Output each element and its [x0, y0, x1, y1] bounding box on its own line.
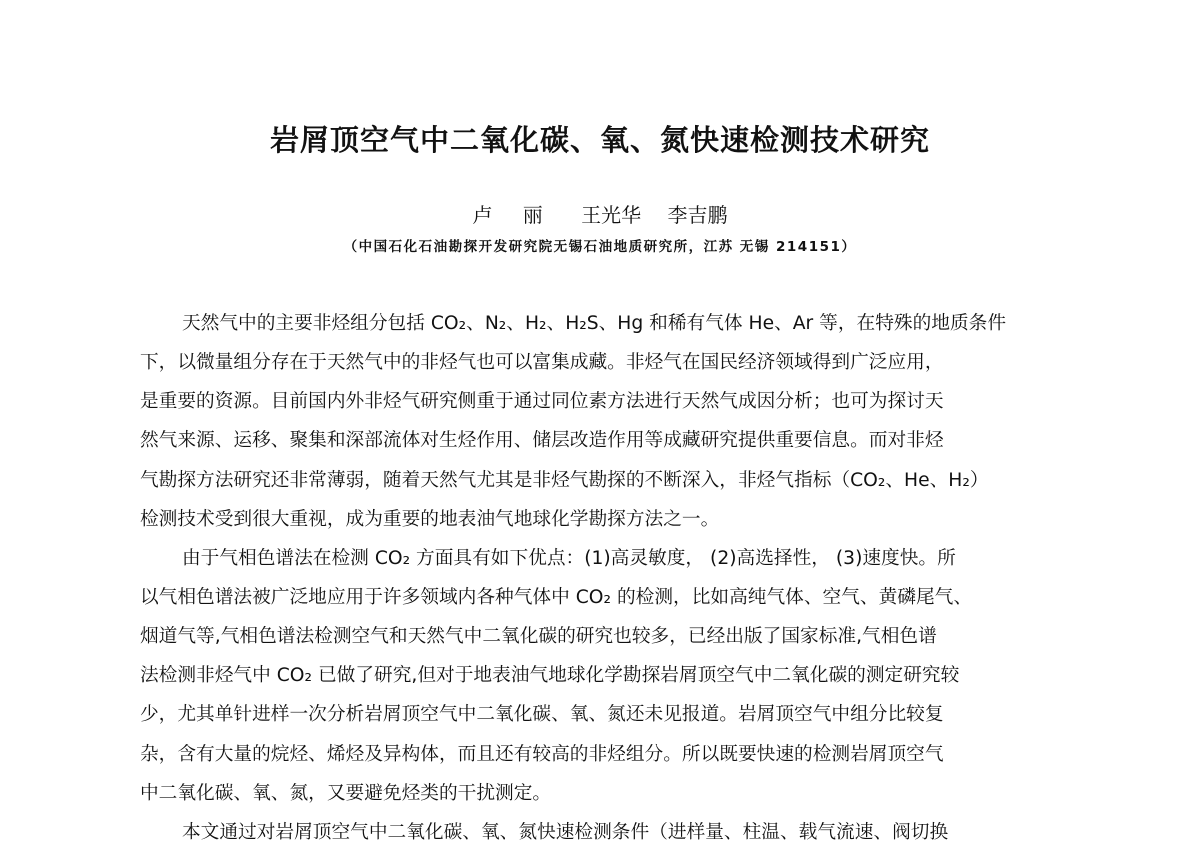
author-name: 李吉鹏	[667, 203, 728, 227]
text-line: 烟道气等,气相色谱法检测空气和天然气中二氧化碳的研究也较多，已经出版了国家标准,气相色谱	[140, 626, 937, 648]
text-line: 气勘探方法研究还非常薄弱，随着天然气尤其是非烃气勘探的不断深入，非烃气指标（CO₂、He、H₂）	[140, 469, 989, 491]
text-line: 然气来源、运移、聚集和深部流体对生烃作用、储层改造作用等成藏研究提供重要信息。而对非烃	[140, 430, 944, 452]
text-line: 杂，含有大量的烷烃、烯烃及异构体，而且还有较高的非烃组分。所以既要快速的检测岩屑顶空气	[140, 743, 944, 765]
author-name: 王光华	[581, 203, 642, 227]
author-list	[0, 199, 1200, 228]
affiliation: （中国石化石油勘探开发研究院无锡石油地质研究所，江苏 无锡 214151）	[343, 239, 857, 255]
paper-title: 岩屑顶空气中二氧化碳、氧、氮快速检测技术研究	[269, 123, 930, 157]
text-line: 天然气中的主要非烃组分包括 CO₂、N₂、H₂、H₂S、Hg 和稀有气体 He、Ar 等，在特殊的地质条件	[182, 313, 1007, 334]
text-line: 中二氧化碳、氧、氮，又要避免烃类的干扰测定。	[140, 782, 552, 804]
text-line: 少，尤其单针进样一次分析岩屑顶空气中二氧化碳、氧、氮还未见报道。岩屑顶空气中组分比较复	[140, 704, 944, 726]
body-text	[140, 304, 1060, 852]
text-line: 本文通过对岩屑顶空气中二氧化碳、氧、氮快速检测条件（进样量、柱温、载气流速、阀切换	[182, 821, 949, 843]
text-line: 下，以微量组分存在于天然气中的非烃气也可以富集成藏。非烃气在国民经济领域得到广泛应用，	[140, 352, 944, 374]
text-line: 由于气相色谱法在检测 CO₂ 方面具有如下优点：(1)高灵敏度， (2)高选择性， (3)速度快。所	[182, 547, 956, 569]
text-line: 检测技术受到很大重视，成为重要的地表油气地球化学勘探方法之一。	[140, 508, 720, 530]
author-name: 卢 丽	[472, 203, 555, 227]
text-line: 以气相色谱法被广泛地应用于许多领域内各种气体中 CO₂ 的检测，比如高纯气体、空气、黄磷尾气、	[140, 586, 973, 608]
text-line: 法检测非烃气中 CO₂ 已做了研究,但对于地表油气地球化学勘探岩屑顶空气中二氧化碳的测定研究较	[140, 665, 960, 687]
text-line: 是重要的资源。目前国内外非烃气研究侧重于通过同位素方法进行天然气成因分析；也可为探讨天	[140, 391, 944, 413]
